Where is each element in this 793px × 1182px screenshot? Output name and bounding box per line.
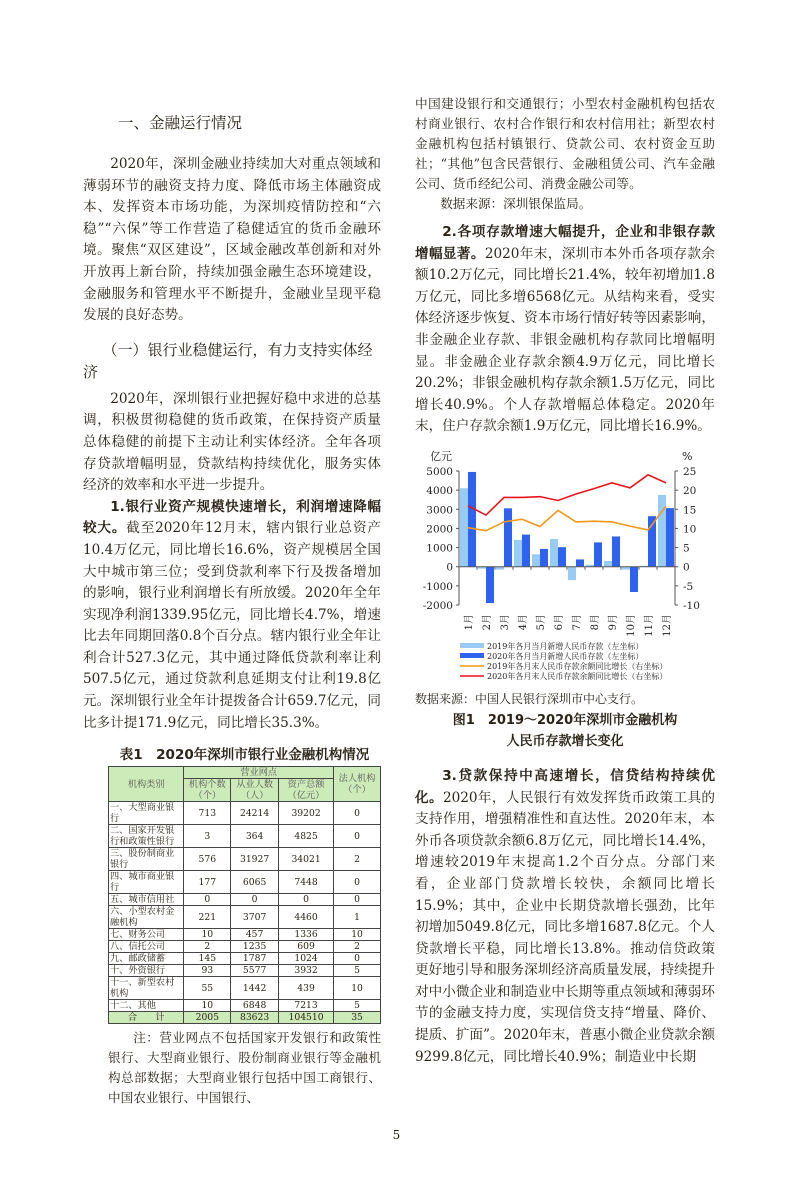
row-value: 4825 [279, 825, 334, 848]
row-category: 四、城市商业银行 [109, 871, 184, 894]
month-label: 5月 [536, 613, 547, 631]
month-label: 11月 [644, 613, 655, 637]
row-value: 5 [334, 1000, 381, 1012]
row-value: 34021 [279, 848, 334, 871]
row-value: 0 [334, 894, 381, 906]
bar-2019 [460, 488, 468, 566]
row-value: 457 [231, 929, 279, 941]
row-value: 10 [334, 977, 381, 1000]
row-category: 六、小型农村金融机构 [109, 906, 184, 929]
table-row [109, 802, 381, 825]
row-category: 十、外资银行 [109, 965, 184, 977]
chart-caption-line1: 图1 2019～2020年深圳市金融机构 [452, 712, 678, 728]
right-column [415, 94, 715, 1068]
left-tick-label: -1000 [422, 580, 453, 593]
row-value: 10 [184, 1000, 231, 1012]
right-tick-label: -5 [683, 580, 694, 593]
row-value: 93 [184, 965, 231, 977]
table-row [109, 953, 381, 965]
month-label: 8月 [590, 613, 601, 631]
right-tick-label: 25 [683, 465, 697, 478]
row-value: 7213 [279, 1000, 334, 1012]
row-value: 55 [184, 977, 231, 1000]
left-tick-label: -2000 [422, 599, 453, 612]
table-source: 数据来源：深圳银保监局。 [440, 196, 592, 211]
row-category: 一、大型商业银行 [109, 802, 184, 825]
legend-label: 2020年各月当月新增人民币存款（左坐标） [487, 651, 644, 661]
row-value: 576 [184, 848, 231, 871]
table-row [109, 977, 381, 1000]
sub-intro-paragraph: 2020年，深圳银行业把握好稳中求进的总基调，积极贯彻稳健的货币政策，在保持资产质量总体稳健的前提下主动让利实体经济。全年各项存贷款增幅明显，贷款结构持续优化，服务实体经济的效率和水平进一步提升。 [83, 390, 381, 494]
chart-caption-line2: 人民币存款增长变化 [506, 733, 624, 749]
row-value: 609 [279, 941, 334, 953]
header-legal: 法人机构（个） [334, 767, 381, 802]
header-group: 营业网点 [184, 767, 334, 779]
bar-2020 [612, 536, 620, 566]
page-number: 5 [392, 1128, 401, 1143]
table-row [109, 848, 381, 871]
row-category: 七、财务公司 [109, 929, 184, 941]
row-category: 十二、其他 [109, 1000, 184, 1012]
total-value: 83623 [231, 1012, 279, 1024]
table-total-row [109, 1012, 381, 1024]
row-value: 145 [184, 953, 231, 965]
table-row [109, 871, 381, 894]
row-value: 0 [184, 894, 231, 906]
paragraph-3 [415, 766, 715, 1068]
table-row [109, 1000, 381, 1012]
paragraph-1-heading: 1.银行业资产规模快速增长，利润增速降幅较大。 [83, 498, 381, 537]
left-tick-label: 5000 [426, 465, 453, 478]
left-tick-label: 1000 [426, 542, 453, 555]
row-value: 6065 [231, 871, 279, 894]
row-value: 439 [279, 977, 334, 1000]
legend-label: 2019年各月当月新增人民币存款（左坐标） [487, 641, 644, 651]
right-tick-label: 15 [683, 504, 697, 517]
right-tick-label: 0 [683, 561, 690, 574]
row-value: 7448 [279, 871, 334, 894]
row-value: 1787 [231, 953, 279, 965]
bar-2020 [522, 534, 530, 566]
line-2019 [468, 506, 666, 531]
paragraph-2 [415, 222, 715, 438]
bar-2020 [594, 542, 602, 566]
bar-2020 [540, 549, 548, 567]
table-row [109, 825, 381, 848]
row-value: 5 [334, 965, 381, 977]
row-value: 10 [184, 929, 231, 941]
header-category: 机构类别 [109, 767, 184, 802]
table-note-continued: 中国建设银行和交通银行；小型农村金融机构包括农村商业银行、农村合作银行和农村信用社；新型农村金融机构包括村镇银行、贷款公司、农村资金互助社；“其他”包含民营银行、金融租赁公司、汽车金融公司、货币经纪公司、消费金融公司等。 [415, 96, 715, 191]
row-value: 0 [279, 894, 334, 906]
row-value: 1 [334, 906, 381, 929]
row-value: 177 [184, 871, 231, 894]
total-value: 104510 [279, 1012, 334, 1024]
left-column [83, 94, 381, 1108]
row-value: 364 [231, 825, 279, 848]
table-title: 表1 2020年深圳市银行业金融机构情况 [119, 747, 370, 764]
row-value: 0 [334, 953, 381, 965]
row-value: 31927 [231, 848, 279, 871]
right-tick-label: -10 [683, 599, 700, 612]
paragraph-2-heading: 2.各项存款增速大幅提升，企业和非银存款增幅显著。 [415, 224, 715, 262]
bar-2020 [486, 567, 494, 603]
table-row [109, 906, 381, 929]
header-assets: 资产总额（亿元） [279, 779, 334, 802]
table-row [109, 965, 381, 977]
bar-2020 [666, 508, 674, 567]
row-category: 五、城市信用社 [109, 894, 184, 906]
legend-swatch [460, 653, 484, 658]
row-category: 九、邮政储蓄 [109, 953, 184, 965]
month-label: 2月 [482, 613, 493, 631]
month-label: 9月 [608, 613, 619, 631]
bar-2019 [514, 540, 522, 567]
total-value: 2005 [184, 1012, 231, 1024]
paragraph-1-body: 截至2020年12月末，辖内银行业总资产10.4万亿元，同比增长16.6%，资产规模居全国大中城市第三位；受到贷款利率下行及拨备增加的影响，银行业利润增长有所放缓。2020年全年实现净利润1339.95亿元，同比增长4.7%，增速比去年同期回落0.8个百分点。辖内银行业全年让利合计527.3亿元，其中通过降低贷款利率让利507.5亿元，通过贷款利息延期支付让利19.8亿元。深圳银行业全年计提拨备合计659.7亿元，同比多计提171.9亿元，同比增长35.3%。 [83, 520, 381, 731]
row-value: 0 [231, 894, 279, 906]
row-category: 二、国家开发银行和政策性银行 [109, 825, 184, 848]
right-tick-label: 10 [683, 523, 697, 536]
month-label: 1月 [464, 613, 475, 631]
right-tick-label: 5 [683, 542, 690, 555]
legend-swatch [460, 643, 484, 648]
row-value: 3932 [279, 965, 334, 977]
section-title: 一、金融运行情况 [118, 114, 243, 132]
row-value: 0 [334, 871, 381, 894]
left-axis-unit: 亿元 [430, 449, 452, 463]
row-value: 6848 [231, 1000, 279, 1012]
chart-source: 数据来源：中国人民银行深圳市中心支行。 [415, 691, 644, 706]
row-value: 10 [334, 929, 381, 941]
institutions-table [108, 766, 381, 1024]
header-staff: 从业人数（人） [231, 779, 279, 802]
row-value: 3707 [231, 906, 279, 929]
bar-2020 [576, 559, 584, 566]
row-value: 1235 [231, 941, 279, 953]
paragraph-3-heading: 3.贷款保持中高速增长，信贷结构持续优化。 [415, 767, 715, 806]
row-value: 1024 [279, 953, 334, 965]
row-value: 39202 [279, 802, 334, 825]
bar-2019 [568, 567, 576, 580]
row-value: 0 [334, 802, 381, 825]
month-label: 4月 [518, 613, 529, 631]
total-value: 35 [334, 1012, 381, 1024]
paragraph-1 [83, 497, 381, 735]
row-value: 713 [184, 802, 231, 825]
deposit-chart [410, 446, 720, 686]
row-value: 1442 [231, 977, 279, 1000]
legend-label: 2019年各月末人民币存款余额同比增长（右坐标） [487, 661, 668, 671]
month-label: 12月 [662, 613, 673, 637]
row-value: 5577 [231, 965, 279, 977]
month-label: 7月 [572, 613, 583, 631]
bar-2019 [658, 495, 666, 567]
table-row [109, 941, 381, 953]
row-category: 八、信托公司 [109, 941, 184, 953]
table-note: 注：营业网点不包括国家开发银行和政策性银行、大型商业银行、股份制商业银行等金融机构总部数据；大型商业银行包括中国工商银行、中国农业银行、中国银行、 [108, 1030, 381, 1106]
row-value: 2 [334, 941, 381, 953]
table-row [109, 929, 381, 941]
row-value: 1336 [279, 929, 334, 941]
paragraph-2-body: 2020年末，深圳市本外币各项存款余额10.2万亿元，同比增长21.4%，较年初增加1.8万亿元，同比多增6568亿元。从结构来看，受实体经济逐步恢复、资本市场行情好转等因素影响，非金融企业存款、非银金融机构存款同比增幅明显。非金融企业存款余额4.9万亿元，同比增长20.2%；非银金融机构存款余额1.5万亿元，同比增长40.9%。个人存款增幅总体稳定。2020年末，住户存款余额1.9万亿元，同比增长16.9%。 [415, 245, 715, 435]
bar-2019 [604, 561, 612, 567]
row-value: 0 [334, 825, 381, 848]
table-row [109, 894, 381, 906]
bar-2019 [532, 554, 540, 566]
left-tick-label: 2000 [426, 523, 453, 536]
row-value: 4460 [279, 906, 334, 929]
right-tick-label: 20 [683, 485, 697, 498]
legend-label: 2020年各月末人民币存款余额同比增长（右坐标） [487, 671, 668, 681]
paragraph-3-body: 2020年，人民银行有效发挥货币政策工具的支持作用，增强精准性和直达性。2020年末，本外币各项贷款余额6.8万亿元，同比增长14.4%，增速较2019年末提高1.2个百分点。分部门来看，企业部门贷款增长较快，余额同比增长15.9%；其中，企业中长期贷款增长强劲，比年初增加5049.8亿元，同比多增1687.8亿元。个人贷款增长平稳，同比增长13.8%。推动信贷政策更好地引导和服务深圳经济高质量发展，持续提升对中小微企业和制造业中长期等重点领域和薄弱环节的金融支持力度，实现信贷支持“增量、降价、提质、扩面”。2020年末，普惠小微企业贷款余额9299.8亿元，同比增长40.9%；制造业中长期 [415, 789, 715, 1065]
intro-paragraph: 2020年，深圳金融业持续加大对重点领域和薄弱环节的融资支持力度、降低市场主体融资成本、发挥资本市场功能，为深圳疫情防控和“六稳”“六保”等工作营造了稳健适宜的货币金融环境。聚焦“双区建设”，区域金融改革创新和对外开放再上新台阶，持续加强金融生态环境建设，金融服务和管理水平不断提升，金融业呈现平稳发展的良好态势。 [83, 156, 381, 324]
right-axis-unit: % [682, 449, 693, 463]
month-label: 10月 [626, 613, 637, 637]
total-label: 合 计 [109, 1012, 184, 1024]
bar-2020 [504, 508, 512, 566]
row-value: 2 [334, 848, 381, 871]
left-tick-label: 3000 [426, 504, 453, 517]
row-value: 3 [184, 825, 231, 848]
left-tick-label: 0 [446, 561, 453, 574]
row-value: 2 [184, 941, 231, 953]
month-label: 3月 [500, 613, 511, 631]
row-value: 221 [184, 906, 231, 929]
bar-2020 [630, 567, 638, 592]
bar-2020 [558, 547, 566, 567]
bar-2019 [550, 539, 558, 567]
bar-2020 [468, 472, 476, 567]
header-count: 机构个数（个） [184, 779, 231, 802]
month-label: 6月 [554, 613, 565, 631]
row-category: 十一、新型农村机构 [109, 977, 184, 1000]
subsection-title: （一）银行业稳健运行，有力支持实体经济 [83, 340, 373, 381]
row-value: 24214 [231, 802, 279, 825]
row-category: 三、股份制商业银行 [109, 848, 184, 871]
left-tick-label: 4000 [426, 485, 453, 498]
line-2020 [468, 475, 666, 515]
